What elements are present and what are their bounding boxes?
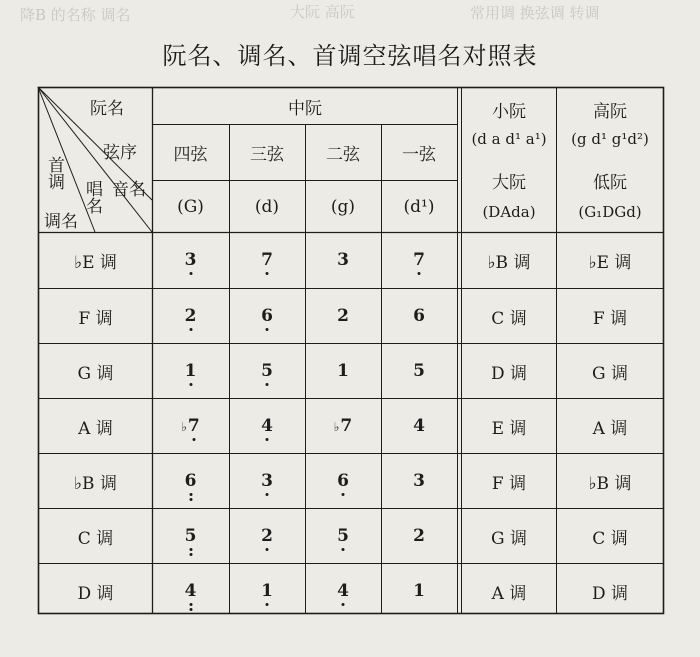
gao-di-key-cell: G 调 [592, 364, 628, 384]
string-1-pitch: (d¹) [403, 196, 435, 217]
octave-dot [266, 383, 269, 386]
jianpu-note: 3 [413, 471, 425, 491]
gao-di-key-cell: ♭B 调 [588, 474, 632, 494]
jianpu-note: 5 [261, 363, 273, 380]
solmization-cell [305, 564, 381, 619]
solmization-cell [229, 344, 305, 399]
octave-dot [418, 272, 421, 275]
solmization-cell [152, 344, 229, 399]
jianpu-note: 6 [185, 473, 197, 490]
solmization-cell [381, 289, 457, 344]
octave-dot [342, 493, 345, 496]
solmization-cell [381, 454, 457, 509]
jianpu-note: 1 [261, 583, 273, 600]
xiao-da-key-cell: F 调 [491, 474, 527, 494]
jianpu-note: 4 [185, 583, 197, 600]
string-4-label: 四弦 [173, 145, 208, 165]
diruan-tuning: (G₁DGd) [578, 203, 642, 221]
octave-dot [342, 548, 345, 551]
jianpu-note: 7 [261, 252, 273, 269]
octave-dot [189, 328, 192, 331]
jianpu-note: 2 [413, 526, 425, 546]
octave-dot [342, 603, 345, 606]
solmization-cell [381, 399, 457, 454]
octave-dot [266, 548, 269, 551]
xiao-da-key-cell: E 调 [491, 419, 527, 439]
octave-dot [189, 603, 192, 606]
octave-dot [189, 272, 192, 275]
string-3-label: 三弦 [250, 145, 284, 165]
solmization-cell [229, 454, 305, 509]
octave-dot [266, 438, 269, 441]
solmization-cell [381, 564, 457, 619]
corner-ruan-name: 阮名 [90, 99, 124, 119]
solmization-cell [229, 289, 305, 344]
octave-dot [266, 328, 269, 331]
key-name-cell: C 调 [77, 529, 114, 549]
key-name-cell: F 调 [78, 309, 113, 329]
gao-di-key-cell: ♭E 调 [588, 253, 632, 273]
solmization-cell [305, 509, 381, 564]
key-name-cell: ♭B 调 [74, 474, 117, 494]
string-2-label: 二弦 [326, 145, 360, 165]
string-2-pitch: (g) [330, 196, 356, 217]
jianpu-note: 4 [261, 418, 273, 435]
solmization-cell [152, 289, 229, 344]
solmization-cell [152, 564, 229, 619]
gaoruan-tuning: (g d¹ g¹d²) [571, 130, 649, 148]
octave-dot [189, 608, 192, 611]
jianpu-note: 3 [337, 250, 349, 270]
jianpu-note: 1 [413, 581, 425, 601]
octave-dot [266, 493, 269, 496]
flat-sign: ♭ [333, 419, 340, 434]
zhongruan-header: 中阮 [288, 98, 322, 119]
gao-di-key-cell: A 调 [592, 419, 628, 439]
jianpu-note: 3 [261, 473, 273, 490]
jianpu-note: 3 [185, 252, 197, 269]
solmization-cell [305, 344, 381, 399]
string-4-pitch: (G) [177, 196, 204, 217]
solmization-cell [305, 233, 381, 288]
flat-sign: ♭ [181, 419, 187, 434]
corner-key-name: 调名 [44, 212, 78, 232]
octave-dot [266, 272, 269, 275]
jianpu-note: 7 [413, 252, 425, 269]
corner-solmization-name: 唱名 [82, 180, 102, 214]
solmization-cell [152, 509, 229, 564]
solmization-cell [381, 344, 457, 399]
key-name-cell: D 调 [77, 584, 114, 604]
gao-di-key-cell: F 调 [592, 309, 628, 329]
corner-string-order: 弦序 [103, 143, 137, 163]
jianpu-note: 6 [413, 306, 425, 326]
solmization-cell [305, 454, 381, 509]
jianpu-note: 4 [413, 416, 425, 436]
bleed-text: 常用调 换弦调 转调 [470, 4, 600, 22]
jianpu-note: 4 [337, 583, 349, 600]
bleed-text: 降B 的名称 调名 [20, 6, 131, 24]
xiao-da-key-cell: A 调 [491, 584, 527, 604]
corner-movable-do: 首调 [44, 156, 64, 190]
solmization-cell [229, 233, 305, 288]
jianpu-note: 1 [185, 363, 197, 380]
solmization-cell [152, 454, 229, 509]
solmization-cell [152, 233, 229, 288]
key-name-cell: ♭E 调 [74, 253, 117, 273]
gao-di-key-cell: D 调 [591, 584, 629, 604]
page-title: 阮名、调名、首调空弦唱名对照表 [162, 42, 538, 70]
jianpu-note: 5 [337, 528, 349, 545]
solmization-cell [229, 399, 305, 454]
string-1-label: 一弦 [402, 145, 436, 165]
solmization-cell [229, 564, 305, 619]
solmization-cell [305, 399, 381, 454]
jianpu-note: 2 [185, 308, 197, 325]
jianpu-note: 5 [413, 361, 425, 381]
xiao-da-key-cell: D 调 [490, 364, 528, 384]
octave-dot [192, 438, 195, 441]
daruan-tuning: (DAda) [482, 203, 536, 221]
xiao-da-key-cell: G 调 [491, 529, 527, 549]
key-name-cell: A 调 [78, 419, 113, 439]
octave-dot [189, 548, 192, 551]
xiao-da-key-cell: ♭B 调 [487, 253, 531, 273]
jianpu-note: 7 [340, 416, 353, 436]
solmization-cell [305, 289, 381, 344]
solmization-cell [229, 509, 305, 564]
octave-dot [189, 493, 192, 496]
corner-pitch-name: 音名 [112, 180, 146, 200]
jianpu-note: 7 [188, 418, 200, 435]
jianpu-note: 5 [185, 528, 197, 545]
jianpu-note: 1 [337, 361, 349, 381]
jianpu-note: 2 [261, 528, 273, 545]
gao-di-key-cell: C 调 [592, 529, 628, 549]
octave-dot [189, 553, 192, 556]
jianpu-note: 6 [261, 308, 273, 325]
octave-dot [189, 383, 192, 386]
daruan-label: 大阮 [492, 172, 526, 193]
string-3-pitch: (d) [254, 196, 280, 217]
jianpu-note: 6 [337, 473, 349, 490]
solmization-cell [381, 233, 457, 288]
octave-dot [189, 498, 192, 501]
solmization-cell [381, 509, 457, 564]
xiaoruan-tuning: (d a d¹ a¹) [471, 130, 547, 148]
gaoruan-label: 高阮 [593, 101, 627, 122]
key-name-cell: G 调 [77, 364, 114, 384]
xiaoruan-label: 小阮 [492, 101, 526, 122]
diruan-label: 低阮 [593, 172, 627, 193]
jianpu-note: 2 [337, 306, 349, 326]
xiao-da-key-cell: C 调 [491, 309, 527, 329]
bleed-text: 大阮 高阮 [290, 3, 355, 21]
octave-dot [266, 603, 269, 606]
solmization-cell [152, 399, 229, 454]
